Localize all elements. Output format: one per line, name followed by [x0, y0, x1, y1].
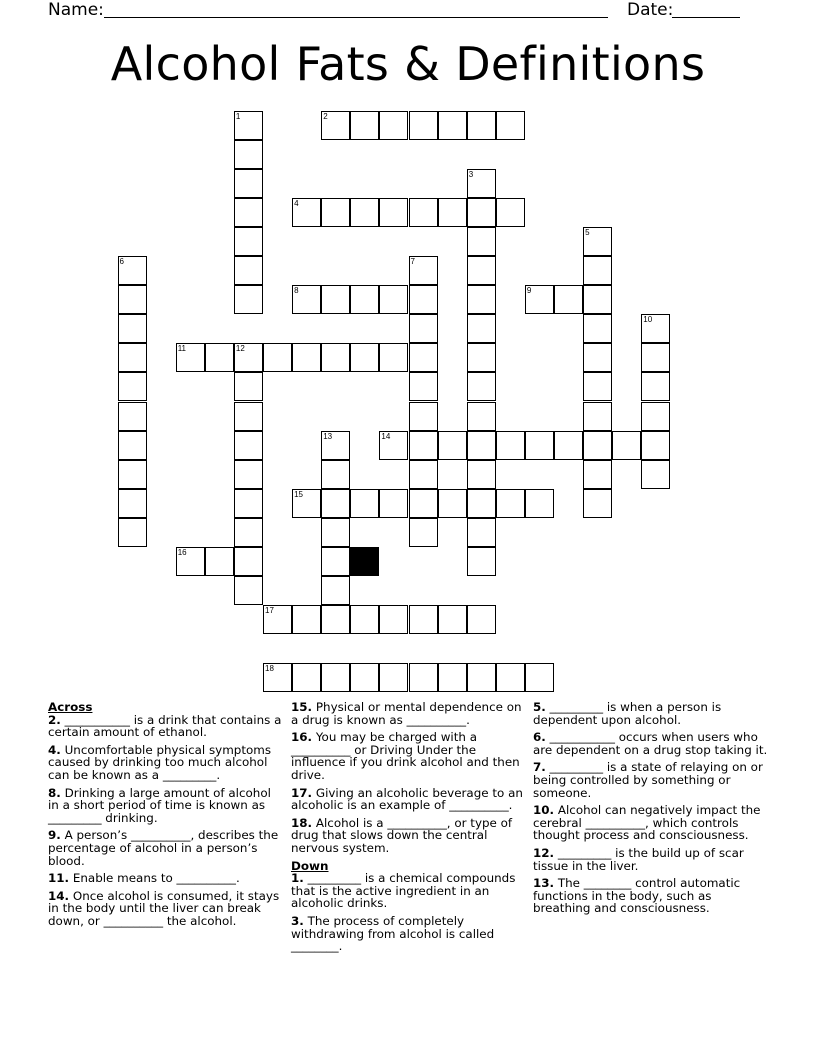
- grid-cell[interactable]: [263, 605, 292, 634]
- grid-cell[interactable]: [234, 431, 263, 460]
- grid-cell[interactable]: [467, 111, 496, 140]
- clue-across-4: 4. Uncomfortable physical symptoms caused by drinking too much alcohol can be known as a _________.: [48, 742, 272, 782]
- grid-cell[interactable]: [263, 343, 292, 372]
- grid-cell[interactable]: [496, 111, 525, 140]
- grid-cell[interactable]: [234, 140, 263, 169]
- grid-cell[interactable]: [321, 111, 350, 140]
- grid-cell[interactable]: [379, 489, 408, 518]
- cell-number-12: 12: [235, 344, 245, 354]
- grid-cell[interactable]: [234, 402, 263, 431]
- grid-cell[interactable]: [292, 489, 321, 518]
- grid-cell[interactable]: [467, 489, 496, 518]
- down-heading: Down: [291, 858, 329, 873]
- grid-cell[interactable]: [467, 372, 496, 401]
- clue-across-18: 18. Alcohol is a __________, or type of drug that slows down the central nervous system.: [291, 815, 513, 855]
- grid-cell[interactable]: [525, 285, 554, 314]
- grid-cell[interactable]: [438, 111, 467, 140]
- grid-cell[interactable]: [118, 343, 147, 372]
- grid-cell[interactable]: [641, 372, 670, 401]
- grid-cell[interactable]: [292, 663, 321, 692]
- grid-cell[interactable]: [205, 343, 234, 372]
- grid-cell[interactable]: [583, 285, 612, 314]
- name-label: Name:: [48, 0, 104, 20]
- grid-cell[interactable]: [350, 198, 379, 227]
- clue-column-2: [291, 701, 524, 958]
- grid-cell[interactable]: [438, 489, 467, 518]
- grid-cell[interactable]: [234, 227, 263, 256]
- grid-cell[interactable]: [379, 343, 408, 372]
- grid-cell[interactable]: [234, 198, 263, 227]
- cell-number-5: 5: [585, 227, 590, 237]
- grid-cell[interactable]: [467, 198, 496, 227]
- grid-cell[interactable]: [467, 169, 496, 198]
- grid-cell[interactable]: [321, 431, 350, 460]
- grid-cell[interactable]: [467, 256, 496, 285]
- grid-cell[interactable]: [525, 663, 554, 692]
- clue-down-7: 7. _________ is a state of relaying on or being controlled by something or someone.: [533, 760, 763, 800]
- cell-number-7: 7: [410, 257, 415, 266]
- grid-cell[interactable]: [321, 198, 350, 227]
- cell-number-17: 17: [265, 606, 274, 616]
- grid-cell[interactable]: [176, 343, 205, 372]
- grid-cell[interactable]: [409, 489, 438, 518]
- grid-cell[interactable]: [321, 343, 350, 372]
- cell-number-3: 3: [468, 169, 474, 179]
- grid-cell[interactable]: [321, 489, 350, 518]
- grid-cell[interactable]: [321, 663, 350, 692]
- grid-cell[interactable]: [234, 169, 263, 198]
- grid-cell[interactable]: [234, 372, 263, 401]
- cell-number-1: 1: [235, 111, 241, 121]
- grid-cell[interactable]: [641, 343, 670, 372]
- grid-cell[interactable]: [467, 460, 496, 489]
- clue-across-2: 2. ___________ is a drink that contains a certain amount of ethanol.: [48, 712, 282, 740]
- grid-cell[interactable]: [438, 663, 467, 692]
- grid-cell[interactable]: [234, 547, 263, 576]
- grid-cell[interactable]: [467, 663, 496, 692]
- grid-cell[interactable]: [350, 285, 379, 314]
- grid-cell[interactable]: [321, 460, 350, 489]
- grid-cell[interactable]: [379, 285, 408, 314]
- grid-cell[interactable]: [409, 402, 438, 431]
- grid-cell[interactable]: [234, 343, 263, 372]
- grid-cell[interactable]: [118, 402, 147, 431]
- clue-across-9: 9. A person’s __________, describes the percentage of alcohol in a person’s blood.: [48, 828, 279, 868]
- grid-cell[interactable]: [467, 547, 496, 576]
- cell-number-13: 13: [323, 431, 333, 441]
- grid-cell[interactable]: [118, 518, 147, 547]
- grid-cell[interactable]: [118, 285, 147, 314]
- clue-across-14: 14. Once alcohol is consumed, it stays in the body until the liver can break down, or __________ the alcohol.: [48, 888, 280, 928]
- grid-cell[interactable]: [641, 431, 670, 460]
- black-cell: [350, 547, 379, 576]
- grid-cell[interactable]: [409, 343, 438, 372]
- grid-cell[interactable]: [583, 372, 612, 401]
- grid-cell[interactable]: [321, 518, 350, 547]
- grid-cell[interactable]: [379, 605, 408, 634]
- grid-cell[interactable]: [379, 111, 408, 140]
- grid-cell[interactable]: [525, 431, 554, 460]
- grid-cell[interactable]: [234, 460, 263, 489]
- grid-cell[interactable]: [641, 314, 670, 343]
- grid-cell[interactable]: [234, 518, 263, 547]
- grid-cell[interactable]: [467, 605, 496, 634]
- grid-cell[interactable]: [496, 489, 525, 518]
- cell-number-18: 18: [265, 664, 274, 674]
- clue-across-8: 8. Drinking a large amount of alcohol in a short period of time is known as _________ drinking.: [48, 785, 271, 825]
- clue-across-11: 11. Enable means to __________.: [48, 871, 240, 886]
- grid-cell[interactable]: [583, 402, 612, 431]
- grid-cell[interactable]: [409, 518, 438, 547]
- grid-cell[interactable]: [379, 198, 408, 227]
- grid-cell[interactable]: [321, 547, 350, 576]
- grid-cell[interactable]: [409, 431, 438, 460]
- across-heading: Across: [48, 700, 93, 714]
- cell-number-16: 16: [177, 548, 187, 557]
- cell-number-8: 8: [294, 286, 299, 296]
- grid-cell[interactable]: [321, 285, 350, 314]
- grid-cell[interactable]: [583, 460, 612, 489]
- grid-cell[interactable]: [641, 460, 670, 489]
- cell-number-10: 10: [643, 315, 653, 325]
- clue-down-6: 6. ___________ occurs when users who are dependent on a drug stop taking it.: [533, 730, 768, 757]
- grid-cell[interactable]: [118, 460, 147, 489]
- grid-cell[interactable]: [350, 605, 379, 634]
- grid-cell[interactable]: [641, 402, 670, 431]
- grid-cell[interactable]: [554, 431, 583, 460]
- grid-cell[interactable]: [438, 431, 467, 460]
- cell-number-4: 4: [294, 198, 299, 208]
- grid-cell[interactable]: [438, 198, 467, 227]
- grid-cell[interactable]: [379, 663, 408, 692]
- clue-column-1: [48, 701, 283, 933]
- grid-cell[interactable]: [409, 256, 438, 285]
- grid-cell[interactable]: [409, 663, 438, 692]
- grid-cell[interactable]: [583, 256, 612, 285]
- clue-across-16: 16. You may be charged with a __________ or Driving Under the influence if you drink alcohol and then drive.: [291, 730, 520, 782]
- cell-number-14: 14: [381, 431, 391, 441]
- cell-number-11: 11: [177, 344, 186, 354]
- clue-column-3: [533, 701, 769, 920]
- clue-down-10: 10. Alcohol can negatively impact the cerebral __________, which controls thought process and consciousness.: [533, 803, 761, 843]
- grid-cell[interactable]: [234, 256, 263, 285]
- grid-cell[interactable]: [321, 605, 350, 634]
- grid-cell[interactable]: [350, 663, 379, 692]
- grid-cell[interactable]: [583, 343, 612, 372]
- grid-cell[interactable]: [438, 605, 467, 634]
- grid-cell[interactable]: [409, 605, 438, 634]
- grid-cell[interactable]: [205, 547, 234, 576]
- grid-cell[interactable]: [350, 343, 379, 372]
- grid-cell[interactable]: [467, 431, 496, 460]
- grid-cell[interactable]: [496, 431, 525, 460]
- grid-cell[interactable]: [234, 285, 263, 314]
- grid-cell[interactable]: [409, 198, 438, 227]
- grid-cell[interactable]: [292, 605, 321, 634]
- cell-number-2: 2: [323, 111, 328, 121]
- grid-cell[interactable]: [612, 431, 641, 460]
- grid-cell[interactable]: [409, 372, 438, 401]
- grid-cell[interactable]: [118, 431, 147, 460]
- grid-cell[interactable]: [176, 547, 205, 576]
- grid-cell[interactable]: [554, 285, 583, 314]
- clue-across-17: 17. Giving an alcoholic beverage to an alcoholic is an example of __________.: [291, 785, 523, 813]
- cell-number-9: 9: [526, 286, 532, 296]
- grid-cell[interactable]: [467, 285, 496, 314]
- grid-cell[interactable]: [467, 227, 496, 256]
- grid-cell[interactable]: [263, 663, 292, 692]
- grid-cell[interactable]: [467, 518, 496, 547]
- page-title: Alcohol Fats & Definitions: [110, 37, 706, 91]
- grid-cell[interactable]: [118, 314, 147, 343]
- grid-cell[interactable]: [292, 198, 321, 227]
- grid-cell[interactable]: [409, 111, 438, 140]
- grid-cell[interactable]: [467, 343, 496, 372]
- grid-cell[interactable]: [467, 314, 496, 343]
- grid-cell[interactable]: [583, 431, 612, 460]
- cell-number-15: 15: [294, 489, 303, 499]
- clue-down-1: 1. _________ is a chemical compounds that is the active ingredient in an alcoholic drinks.: [291, 871, 516, 911]
- clue-down-13: 13. The ________ control automatic functions in the body, such as breathing and consciousness.: [533, 876, 741, 916]
- grid-cell[interactable]: [409, 285, 438, 314]
- grid-cell[interactable]: [234, 489, 263, 518]
- grid-cell[interactable]: [350, 489, 379, 518]
- grid-cell[interactable]: [379, 431, 408, 460]
- clue-down-12: 12. _________ is the build up of scar tissue in the liver.: [533, 845, 744, 873]
- grid-cell[interactable]: [118, 489, 147, 518]
- cell-number-6: 6: [119, 257, 124, 266]
- date-label: Date:: [627, 0, 674, 20]
- grid-cell[interactable]: [467, 402, 496, 431]
- clue-down-3: 3. The process of completely withdrawing from alcohol is called ________.: [291, 913, 495, 954]
- grid-cell[interactable]: [292, 343, 321, 372]
- grid-cell[interactable]: [525, 489, 554, 518]
- grid-cell[interactable]: [409, 460, 438, 489]
- clue-down-5: 5. _________ is when a person is dependent upon alcohol.: [533, 700, 722, 727]
- grid-cell[interactable]: [350, 111, 379, 140]
- grid-cell[interactable]: [496, 663, 525, 692]
- grid-cell[interactable]: [409, 314, 438, 343]
- grid-cell[interactable]: [321, 576, 350, 605]
- grid-cell[interactable]: [234, 111, 263, 140]
- clue-across-15: 15. Physical or mental dependence on a drug is known as __________.: [291, 700, 522, 727]
- grid-cell[interactable]: [583, 227, 612, 256]
- grid-cell[interactable]: [118, 256, 147, 285]
- grid-cell[interactable]: [583, 314, 612, 343]
- grid-cell[interactable]: [583, 489, 612, 518]
- grid-cell[interactable]: [292, 285, 321, 314]
- grid-cell[interactable]: [234, 576, 263, 605]
- grid-cell[interactable]: [496, 198, 525, 227]
- grid-cell[interactable]: [118, 372, 147, 401]
